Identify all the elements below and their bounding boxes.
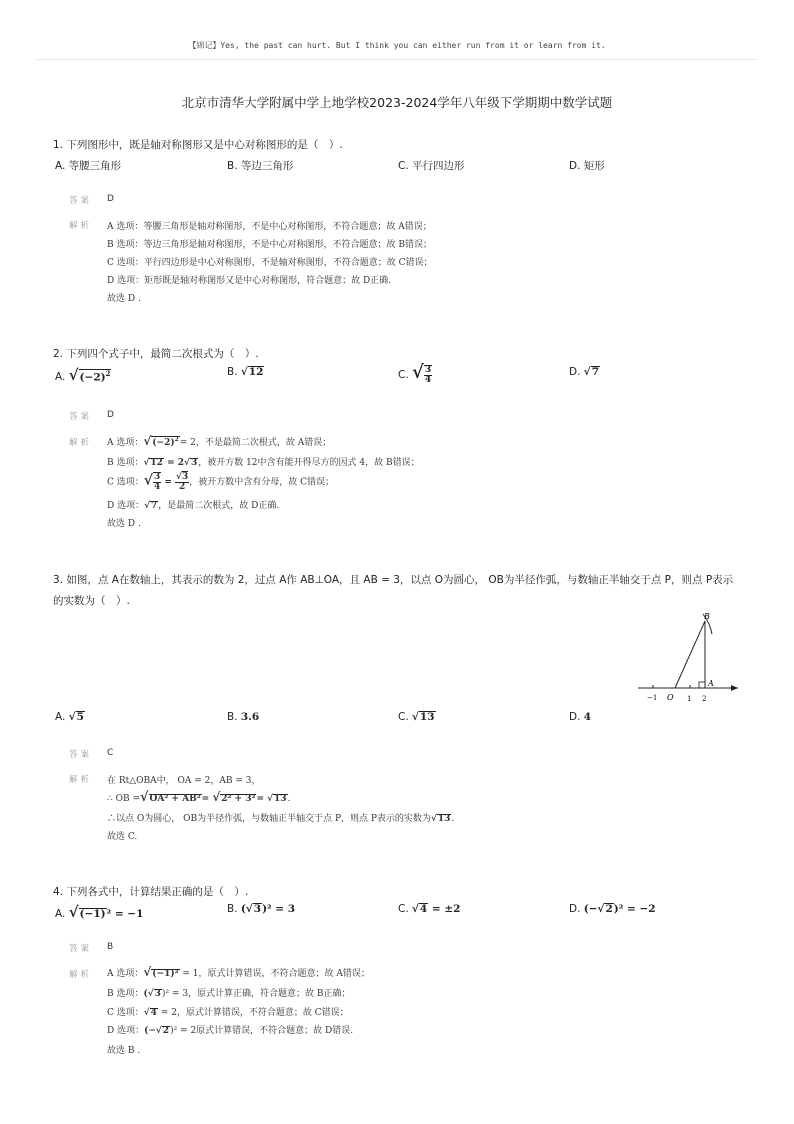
page-title: 北京市清华大学附属中学上地学校2023-2024学年八年级下学期期中数学试题 [181, 95, 613, 110]
math-equals: = [256, 794, 268, 804]
q4-answer-label: 答案 [69, 944, 93, 954]
fraction: $\frac{3}{4}$ [153, 472, 161, 492]
analysis-text: ，被开方数中含有分母，故 C错误； [189, 477, 334, 488]
radicand: 4 [150, 1008, 157, 1018]
analysis-text: ∴ OB = [107, 794, 140, 804]
q1-answer: D [107, 194, 114, 204]
analysis-text: = 1，原式计算错误，不符合题意；故 A错误； [179, 969, 370, 979]
numerator: 3 [424, 365, 432, 375]
header-divider [36, 59, 758, 60]
option-letter: B. [227, 711, 238, 723]
q4-analysis-end: 故选 B . [107, 1046, 141, 1056]
analysis-text: ，被开方数 12中含有能开得尽方的因式 4，故 B错误； [198, 458, 420, 468]
q1-option-a: A. 等腰三角形 [55, 160, 122, 172]
analysis-prefix: C 选项： [107, 1008, 144, 1018]
option-letter: A. [55, 711, 66, 723]
radicand: 5 [76, 711, 84, 723]
label-b: B [704, 612, 710, 621]
sqrt-symbol: √ [583, 366, 591, 378]
math-expression: = ±2 [428, 903, 461, 915]
q2-answer-label: 答案 [69, 412, 93, 422]
denominator: 4 [424, 375, 432, 385]
radicand: 3 [154, 989, 161, 999]
math-expression: )² = −2 [613, 903, 656, 915]
q2-option-a [55, 366, 111, 384]
q3-answer: C [107, 748, 114, 758]
radicand: 2 [605, 903, 613, 915]
radicand: 4 [419, 903, 428, 915]
question-3-stem-line1: 3. 如图，点 A在数轴上，其表示的数为 2，过点 A作 AB⊥OA，且 AB = 3，以点 O为圆心， OB为半径作弧，与数轴正半轴交于点 P，则点 P表示 [53, 574, 734, 586]
radicand: 13 [274, 794, 287, 804]
q1-option-d: D. 矩形 [569, 160, 605, 172]
radicand [151, 436, 180, 449]
sqrt-symbol: √ [143, 1008, 150, 1018]
math-expression: )² = 3 [262, 903, 296, 915]
q2-analysis-d [107, 498, 279, 512]
radicand: 3 [253, 903, 262, 915]
q3-option-a [55, 711, 85, 724]
option-letter: B. [227, 903, 238, 915]
q2-option-d [569, 366, 600, 379]
sqrt-symbol: √ [68, 711, 76, 723]
question-1-stem: 1. 下列图形中，既是轴对称图形又是中心对称图形的是（ ）. [53, 139, 343, 151]
watermark: 【锦记】Yes, the past can hurt. But I think you can either run from it or learn from it. [188, 41, 606, 50]
radicand: 2² + 3² [221, 794, 256, 804]
sqrt-symbol: √ [144, 501, 150, 511]
analysis-text: )² = 2原式计算错误，不符合题意；故 D错误. [170, 1026, 354, 1036]
option-letter: C. [398, 711, 409, 723]
fraction: $\frac{√3}{2}$ [176, 471, 189, 492]
q1-analysis-line: A 选项：等腰三角形是轴对称图形，不是中心对称图形，不符合题意；故 A错误； [107, 222, 432, 232]
analysis-text: . [287, 794, 291, 804]
q4-analysis-c [107, 1005, 349, 1019]
analysis-text: ，是最简二次根式，故 D正确. [158, 501, 280, 511]
sqrt-symbol: √ [267, 794, 274, 804]
q1-answer-label: 答案 [69, 196, 93, 206]
q1-analysis-line: B 选项：等边三角形是轴对称图形，不是中心对称图形，不符合题意；故 B错误； [107, 240, 432, 250]
option-letter: D. [569, 903, 581, 915]
fraction [424, 365, 432, 385]
sqrt-symbol: √ [139, 790, 149, 805]
q1-analysis-label: 解析 [69, 221, 93, 231]
sqrt-symbol: √ [143, 472, 153, 489]
radicand: 12 [248, 366, 264, 378]
option-letter: C. [398, 369, 409, 381]
analysis-text: ∴以点 O为圆心， OB为半径作弧，与数轴正半轴交于点 P，则点 P表示的实数为 [107, 814, 431, 824]
analysis-prefix: B 选项： [107, 458, 144, 468]
label-a: A [708, 679, 714, 688]
exponent: 2 [105, 368, 111, 378]
q3-analysis-label: 解析 [69, 775, 93, 785]
sqrt-symbol: √ [143, 965, 152, 979]
q4-option-b [227, 903, 295, 916]
analysis-prefix: A 选项： [107, 438, 144, 448]
radicand [79, 369, 112, 384]
label-o: O [667, 693, 674, 702]
question-2-stem: 2. 下列四个式子中，最简二次根式为（ ）. [53, 348, 259, 360]
radicand: (−1)² [152, 969, 179, 979]
q1-analysis-line: C 选项：平行四边形是中心对称图形，不是轴对称图形，不符合题意；故 C错误； [107, 258, 433, 268]
q3-option-d [569, 711, 591, 723]
option-letter: D. [569, 711, 581, 723]
tick-label: −1 [647, 694, 658, 702]
q4-analysis-d [107, 1023, 353, 1037]
radicand-text: (−2) [79, 371, 106, 383]
math-expression: (√ [240, 903, 253, 915]
math-equals: = [161, 477, 176, 488]
radicand: OA² + AB² [149, 794, 201, 804]
q4-answer: B [107, 942, 114, 952]
analysis-text: . [451, 814, 455, 824]
sqrt-symbol: √ [212, 790, 221, 804]
q2-analysis-c [107, 472, 334, 492]
sqrt-symbol: √ [240, 366, 248, 378]
option-value: 4 [583, 711, 592, 723]
math-expression: ² = −1 [106, 908, 144, 920]
sqrt-symbol: √ [68, 366, 79, 384]
q2-analysis-a [107, 434, 331, 449]
analysis-prefix: B 选项： [107, 989, 144, 999]
analysis-prefix: D 选项： [107, 1026, 145, 1036]
q2-analysis-b [107, 455, 420, 469]
q1-analysis-line: D 选项：矩形既是轴对称图形又是中心对称图形，符合题意；故 D正确. [107, 276, 392, 286]
math-equals: = [201, 794, 213, 804]
option-letter: A. [55, 908, 66, 920]
math-expression: (−√ [583, 903, 605, 915]
option-letter: A. [55, 371, 66, 383]
tick-label: 2 [702, 695, 707, 703]
analysis-text: )² = 3，原式计算正确，符合题意；故 B正确； [161, 989, 351, 999]
arrow-head-icon [731, 685, 738, 691]
q2-option-c [398, 362, 432, 385]
radicand-text: (−2) [152, 438, 175, 448]
q3-analysis-line: 在 Rt△OBA中， OA = 2，AB = 3， [107, 776, 261, 786]
tick-label: 1 [687, 695, 692, 703]
segment-ob [675, 621, 705, 688]
analysis-prefix: D 选项： [107, 501, 145, 511]
math-expression: √12 = 2√3 [143, 458, 198, 468]
q1-option-b: B. 等边三角形 [227, 160, 294, 172]
q4-analysis-a [107, 965, 370, 980]
q4-option-d [569, 903, 656, 916]
q1-option-c: C. 平行四边形 [398, 160, 465, 172]
q2-option-b [227, 366, 264, 379]
radicand: 7 [151, 501, 158, 511]
sqrt-symbol: √ [412, 711, 419, 723]
q4-option-c [398, 903, 460, 916]
math-expression: (−√ [144, 1026, 162, 1036]
analysis-text: = 2，原式计算错误，不符合题意；故 C错误； [157, 1008, 349, 1018]
q3-option-b [227, 711, 259, 723]
exponent: 2 [174, 436, 179, 443]
q3-option-c [398, 711, 436, 724]
radicand: 7 [591, 366, 599, 378]
q3-analysis-line [107, 811, 454, 825]
sqrt-symbol: √ [143, 434, 152, 448]
sqrt-symbol: √ [412, 362, 424, 383]
q3-analysis-line: 故选 C. [107, 832, 138, 842]
analysis-text: = 2，不是最简二次根式，故 A错误； [179, 438, 332, 448]
number-line-figure [630, 608, 742, 708]
q2-analysis-end: 故选 D . [107, 519, 141, 529]
question-3-stem-line2: 的实数为（ ）. [53, 595, 130, 607]
analysis-prefix: A 选项： [107, 969, 144, 979]
question-4-stem: 4. 下列各式中，计算结果正确的是（ ）. [53, 886, 249, 898]
q3-answer-label: 答案 [69, 750, 93, 760]
sqrt-symbol: √ [412, 903, 419, 915]
radicand: 13 [437, 814, 451, 824]
math-expression: (√ [143, 989, 154, 999]
option-letter: C. [398, 903, 409, 915]
right-angle-mark [699, 682, 705, 688]
sqrt-symbol: √ [430, 814, 437, 824]
q2-answer: D [107, 410, 114, 420]
q4-analysis-label: 解析 [69, 970, 93, 980]
radicand: 13 [419, 711, 435, 723]
sqrt-symbol: √ [68, 903, 79, 921]
q4-analysis-b [107, 986, 351, 1000]
option-letter: D. [569, 366, 581, 378]
q1-analysis-line: 故选 D . [107, 294, 141, 304]
q3-analysis-line [107, 790, 290, 805]
radicand: 2 [162, 1026, 170, 1036]
q4-option-a [55, 903, 143, 921]
option-value: 3.6 [240, 711, 260, 723]
q2-analysis-label: 解析 [69, 438, 93, 448]
analysis-prefix: C 选项： [107, 477, 144, 488]
option-letter: B. [227, 366, 238, 378]
radicand: (−1) [79, 908, 106, 920]
